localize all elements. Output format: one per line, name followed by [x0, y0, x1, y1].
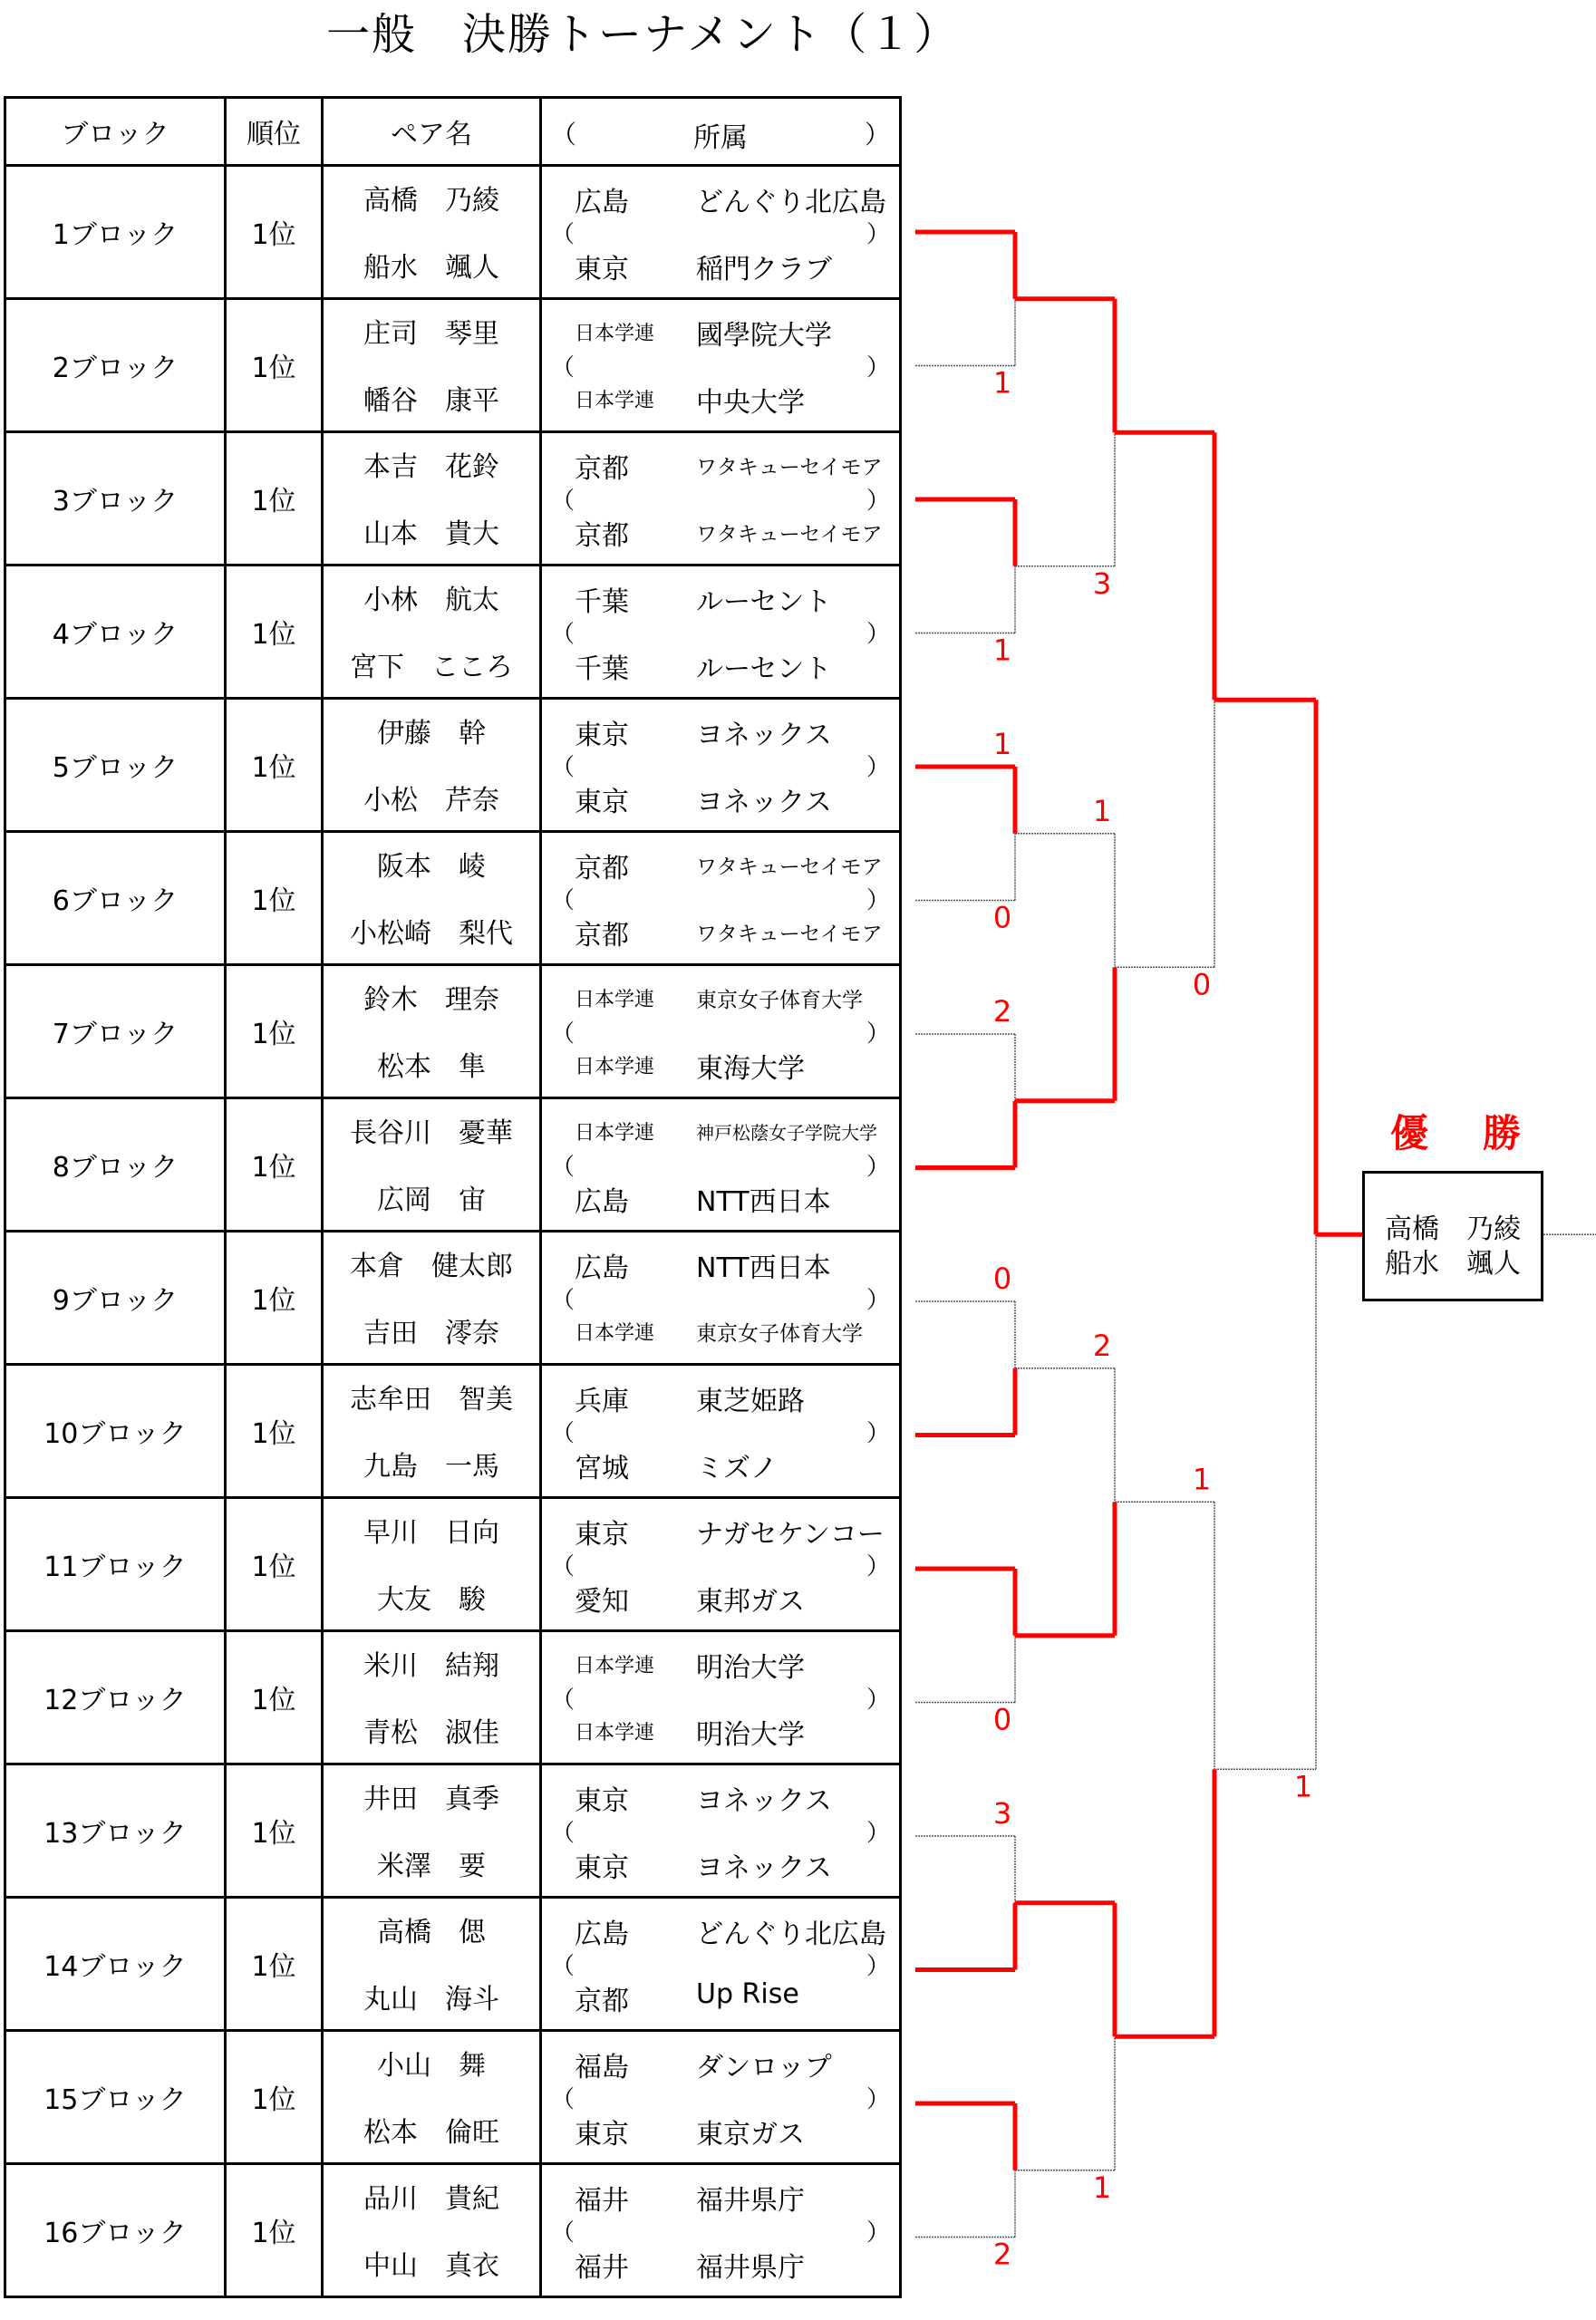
player-1-name: 本倉 健太郎	[350, 1251, 513, 1282]
rank-label: 1位	[251, 353, 296, 384]
header-pair: ペア名	[323, 98, 541, 166]
score-label: 3	[1092, 566, 1112, 601]
player-2-name: 九島 一馬	[363, 1451, 499, 1483]
player-1-name: 小林 航太	[363, 585, 499, 616]
prefecture-1: 福井	[575, 2185, 629, 2217]
club-2: ルーセント	[696, 653, 832, 685]
prefecture-1: 広島	[575, 1252, 629, 1284]
prefecture-1: 日本学連	[575, 323, 655, 345]
block-label: 16ブロック	[44, 2218, 187, 2249]
prefecture-1: 東京	[575, 1785, 629, 1817]
score-label: 1	[992, 633, 1012, 668]
block-label: 15ブロック	[44, 2084, 187, 2116]
prefecture-1: 兵庫	[575, 1386, 629, 1417]
close-paren: ）	[866, 1953, 890, 1980]
header-block: ブロック	[5, 98, 226, 166]
club-2: NTT西日本	[696, 1186, 831, 1218]
champion-label-1: 優	[1390, 1111, 1429, 1155]
prefecture-2: 広島	[575, 1186, 629, 1218]
club-1: ヨネックス	[696, 1785, 832, 1817]
club-1: ルーセント	[696, 586, 832, 618]
header-affiliation: 所属	[693, 122, 748, 154]
club-2: ワタキューセイモア	[696, 923, 883, 946]
rank-label: 1位	[251, 486, 296, 517]
player-1-name: 志牟田 智美	[350, 1384, 513, 1416]
player-1-name: 庄司 琴里	[363, 318, 499, 350]
club-1: 東芝姫路	[696, 1386, 805, 1417]
open-paren: （	[551, 1287, 576, 1314]
rank-label: 1位	[251, 1152, 296, 1184]
prefecture-2: 愛知	[575, 1586, 629, 1618]
club-2: ヨネックス	[696, 787, 832, 818]
prefecture-1: 東京	[575, 720, 629, 751]
club-2: 中央大学	[696, 387, 805, 419]
club-1: どんぐり北広島	[696, 1919, 886, 1950]
club-1: ワタキューセイモア	[696, 856, 883, 879]
club-2: ミズノ	[696, 1453, 778, 1484]
prefecture-2: 日本学連	[575, 390, 655, 412]
player-2-name: 幡谷 康平	[363, 385, 499, 417]
player-2-name: 小松 芹奈	[363, 785, 499, 817]
score-label: 0	[1192, 967, 1212, 1002]
prefecture-1: 千葉	[575, 586, 629, 618]
prefecture-1: 日本学連	[575, 1655, 655, 1677]
club-2: 東邦ガス	[696, 1586, 805, 1618]
player-2-name: 船水 颯人	[363, 252, 499, 284]
open-paren: （	[551, 488, 576, 515]
player-1-name: 早川 日向	[363, 1517, 499, 1549]
player-1-name: 品川 貴紀	[363, 2183, 499, 2215]
block-label: 10ブロック	[44, 1418, 187, 1450]
champion-player-2: 船水 颯人	[1385, 1248, 1521, 1280]
score-label: 0	[992, 1262, 1012, 1296]
block-label: 1ブロック	[52, 219, 179, 251]
score-label: 3	[992, 1796, 1012, 1831]
open-paren: （	[551, 1420, 576, 1447]
block-label: 2ブロック	[52, 353, 179, 384]
rank-label: 1位	[251, 2218, 296, 2249]
rank-label: 1位	[251, 885, 296, 917]
rank-label: 1位	[251, 2084, 296, 2116]
player-2-name: 大友 駿	[377, 1584, 486, 1616]
open-paren: （	[551, 887, 576, 914]
block-label: 3ブロック	[52, 486, 179, 517]
score-label: 2	[992, 2237, 1012, 2272]
block-label: 6ブロック	[52, 885, 179, 917]
player-1-name: 本吉 花鈴	[363, 451, 499, 483]
close-paren: ）	[866, 2086, 890, 2113]
prefecture-1: 日本学連	[575, 989, 655, 1011]
score-label: 1	[992, 365, 1012, 401]
club-1: 國學院大学	[696, 320, 832, 352]
close-paren: ）	[866, 1553, 890, 1580]
close-paren: ）	[866, 354, 890, 382]
rank-label: 1位	[251, 219, 296, 251]
close-paren: ）	[866, 221, 890, 248]
player-1-name: 井田 真季	[363, 1784, 499, 1815]
prefecture-1: 広島	[575, 187, 629, 218]
rank-label: 1位	[251, 1285, 296, 1317]
champion-label	[1390, 1104, 1521, 1158]
player-1-name: 小山 舞	[377, 2050, 486, 2082]
player-2-name: 山本 貴大	[363, 518, 499, 550]
open-paren: （	[551, 2086, 576, 2113]
club-2: 東京女子体育大学	[696, 1322, 863, 1346]
club-1: ナガセケンコー	[696, 1519, 885, 1551]
close-paren: ）	[866, 1154, 890, 1181]
open-paren: （	[551, 1820, 576, 1847]
club-1: 福井県庁	[696, 2185, 805, 2217]
score-label: 1	[992, 727, 1012, 761]
prefecture-2: 宮城	[575, 1453, 629, 1484]
club-2: 福井県庁	[696, 2252, 805, 2284]
prefecture-2: 日本学連	[575, 1722, 655, 1745]
block-label: 7ブロック	[52, 1019, 179, 1050]
rank-label: 1位	[251, 1418, 296, 1450]
block-label: 9ブロック	[52, 1285, 179, 1317]
club-1: どんぐり北広島	[696, 187, 886, 218]
club-2: 東海大学	[696, 1053, 805, 1085]
player-1-name: 米川 結翔	[363, 1650, 499, 1682]
player-2-name: 小松崎 梨代	[350, 918, 513, 950]
player-1-name: 高橋 乃綾	[363, 185, 499, 217]
rank-label: 1位	[251, 1019, 296, 1050]
player-2-name: 松本 倫旺	[363, 2117, 499, 2149]
champion-label-2: 勝	[1483, 1111, 1522, 1155]
player-1-name: 鈴木 理奈	[363, 984, 499, 1016]
rank-label: 1位	[251, 1552, 296, 1583]
champion-box	[1362, 1171, 1543, 1301]
score-label: 0	[992, 900, 1012, 935]
score-label: 1	[1192, 1462, 1212, 1497]
club-1: 神戸松蔭女子学院大学	[696, 1122, 877, 1144]
club-1: 東京女子体育大学	[696, 989, 863, 1012]
prefecture-1: 京都	[575, 453, 629, 485]
header-rank: 順位	[226, 98, 323, 166]
player-2-name: 広岡 宙	[377, 1184, 486, 1216]
open-paren: （	[551, 1953, 576, 1980]
club-2: Up Rise	[696, 1978, 799, 2010]
player-2-name: 米澤 要	[377, 1851, 486, 1882]
rank-label: 1位	[251, 1685, 296, 1716]
close-paren: ）	[866, 1687, 890, 1714]
player-2-name: 青松 淑佳	[363, 1717, 499, 1749]
prefecture-2: 京都	[575, 1986, 629, 2017]
prefecture-2: 千葉	[575, 653, 629, 685]
player-1-name: 伊藤 幹	[377, 718, 486, 749]
close-paren: ）	[866, 2219, 890, 2247]
player-2-name: 中山 真衣	[363, 2250, 499, 2282]
open-paren: （	[551, 354, 576, 382]
club-1: NTT西日本	[696, 1252, 831, 1284]
club-2: 東京ガス	[696, 2119, 805, 2151]
score-label: 1	[1092, 793, 1112, 828]
player-2-name: 松本 隼	[377, 1051, 486, 1083]
rank-label: 1位	[251, 1951, 296, 1983]
score-label: 0	[992, 1702, 1012, 1737]
block-label: 11ブロック	[44, 1552, 187, 1583]
score-label: 1	[1092, 2170, 1112, 2205]
player-1-name: 阪本 崚	[377, 851, 486, 883]
prefecture-2: 東京	[575, 2119, 629, 2151]
player-2-name: 丸山 海斗	[363, 1984, 499, 2016]
prefecture-1: 日本学連	[575, 1122, 655, 1145]
open-paren: （	[551, 2219, 576, 2247]
block-label: 12ブロック	[44, 1685, 187, 1716]
prefecture-2: 日本学連	[575, 1056, 655, 1078]
block-label: 8ブロック	[52, 1152, 179, 1184]
open-paren: （	[551, 621, 576, 648]
score-label: 2	[992, 994, 1012, 1029]
close-paren: ）	[866, 1287, 890, 1314]
club-1: ワタキューセイモア	[696, 456, 883, 479]
open-paren: （	[551, 1687, 576, 1714]
block-label: 4ブロック	[52, 619, 179, 651]
close-paren: ）	[866, 887, 890, 914]
prefecture-1: 福島	[575, 2052, 629, 2083]
rank-label: 1位	[251, 619, 296, 651]
player-2-name: 吉田 澪奈	[363, 1318, 499, 1349]
open-paren: （	[551, 754, 576, 781]
open-paren: （	[551, 1553, 576, 1580]
prefecture-1: 京都	[575, 853, 629, 884]
club-1: ヨネックス	[696, 720, 832, 751]
close-paren: ）	[866, 621, 890, 648]
player-2-name: 宮下 こころ	[350, 652, 513, 683]
prefecture-2: 日本学連	[575, 1322, 655, 1345]
open-paren: （	[551, 221, 576, 248]
block-label: 14ブロック	[44, 1951, 187, 1983]
prefecture-1: 東京	[575, 1519, 629, 1551]
prefecture-2: 東京	[575, 787, 629, 818]
header-close-paren: ）	[864, 120, 890, 150]
close-paren: ）	[866, 488, 890, 515]
champion-player-1: 高橋 乃綾	[1385, 1213, 1521, 1245]
prefecture-2: 京都	[575, 520, 629, 552]
score-label: 2	[1092, 1328, 1112, 1363]
prefecture-2: 京都	[575, 920, 629, 952]
player-1-name: 高橋 偲	[377, 1917, 486, 1948]
club-2: 稲門クラブ	[696, 254, 832, 285]
page-title: 一般 決勝トーナメント（１）	[326, 9, 960, 60]
club-1: 明治大学	[696, 1652, 805, 1684]
close-paren: ）	[866, 754, 890, 781]
rank-label: 1位	[251, 1818, 296, 1850]
club-2: 明治大学	[696, 1719, 805, 1751]
prefecture-1: 広島	[575, 1919, 629, 1950]
close-paren: ）	[866, 1020, 890, 1048]
club-2: ヨネックス	[696, 1852, 832, 1884]
prefecture-2: 福井	[575, 2252, 629, 2284]
club-1: ダンロップ	[696, 2052, 832, 2083]
rank-label: 1位	[251, 752, 296, 784]
prefecture-2: 東京	[575, 254, 629, 285]
prefecture-2: 東京	[575, 1852, 629, 1884]
close-paren: ）	[866, 1420, 890, 1447]
block-label: 5ブロック	[52, 752, 179, 784]
close-paren: ）	[866, 1820, 890, 1847]
block-label: 13ブロック	[44, 1818, 187, 1850]
open-paren: （	[551, 1154, 576, 1181]
header-open-paren: （	[551, 120, 577, 150]
score-label: 1	[1293, 1769, 1313, 1804]
open-paren: （	[551, 1020, 576, 1048]
club-2: ワタキューセイモア	[696, 523, 883, 546]
player-1-name: 長谷川 憂華	[350, 1117, 513, 1149]
